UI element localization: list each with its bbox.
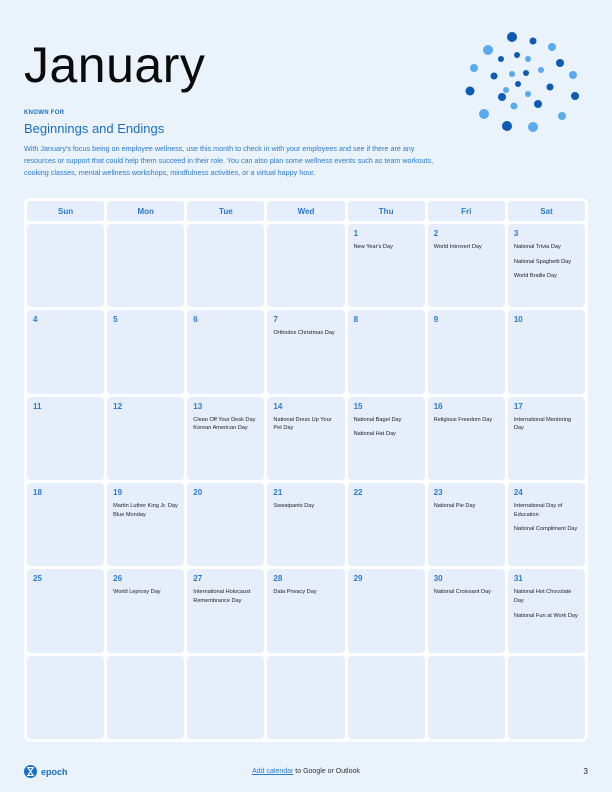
calendar-day-cell [27, 224, 104, 307]
weekday-header: Mon [107, 201, 184, 221]
page-title: January [24, 37, 206, 93]
calendar-day-cell [27, 397, 104, 480]
calendar-grid [27, 201, 585, 739]
calendar-day-cell [187, 483, 264, 566]
day-number: 25 [33, 574, 42, 584]
calendar-day-cell [508, 569, 585, 652]
holiday-event: World Introvert Day [433, 244, 482, 250]
day-number: 13 [193, 401, 203, 411]
holiday-event: National Hat Day [353, 431, 396, 438]
calendar-day-cell [27, 656, 104, 739]
calendar-day-cell [187, 310, 264, 393]
day-number: 20 [193, 488, 203, 497]
day-number: 18 [33, 488, 42, 497]
holiday-event: International Mentoring Day [513, 416, 572, 432]
calendar-day-cell [428, 397, 505, 480]
calendar-day-cell [348, 224, 425, 307]
day-number: 30 [433, 574, 443, 584]
day-number: 12 [113, 401, 123, 411]
calendar-day-cell [267, 397, 344, 480]
holiday-event: New Year's Day [353, 244, 393, 250]
logo-text: epoch [41, 766, 68, 777]
day-number: 21 [273, 488, 283, 497]
day-number: 7 [273, 315, 278, 325]
calendar-day-cell [107, 310, 184, 393]
day-number: 15 [353, 401, 363, 411]
month-description: With January's focus being on employee wellness, use this month to check in with your employees and see if there are any resources or support that could help them succeed in their role. You can also plan some wellness events such as team workouts, cooking classes, mental wellness workshops, mindfulness activities, or a virtual happy hour. [24, 144, 434, 177]
holiday-event: Clean Off Your Desk Day Korean American Day [193, 416, 256, 432]
calendar-day-cell [348, 310, 425, 393]
day-number: 2 [433, 229, 439, 238]
holiday-event: National Croissant Day [433, 589, 491, 596]
day-number: 6 [193, 315, 198, 325]
day-number: 11 [33, 401, 42, 411]
holiday-event: Data Privacy Day [273, 589, 317, 596]
weekday-header: Sat [508, 201, 585, 221]
calendar-day-cell [107, 397, 184, 480]
calendar-day-cell [428, 569, 505, 652]
calendar-day-cell [107, 569, 184, 652]
weekday-header: Wed [267, 201, 344, 221]
holiday-event: National Dress Up Your Pet Day [273, 416, 332, 432]
calendar-day-cell [348, 569, 425, 652]
calendar-day-cell [428, 483, 505, 566]
calendar-day-cell [267, 656, 344, 739]
decorative-dots-graphic [462, 28, 582, 138]
day-number: 27 [193, 574, 203, 584]
calendar-day-cell [508, 310, 585, 393]
calendar-day-cell [428, 224, 505, 307]
calendar-day-cell [27, 569, 104, 652]
holiday-event: Sweatpants Day [273, 503, 315, 509]
holiday-event: National Fun at Work Day [513, 612, 578, 619]
calendar-day-cell [508, 483, 585, 566]
calendar-day-cell [348, 656, 425, 739]
calendar-day-cell [508, 397, 585, 480]
calendar-day-cell [107, 483, 184, 566]
day-number: 31 [513, 574, 523, 584]
calendar-day-cell [348, 483, 425, 566]
day-number: 9 [433, 315, 439, 325]
calendar-day-cell [267, 569, 344, 652]
day-number: 22 [353, 488, 363, 497]
holiday-event: National Compliment Day [513, 526, 578, 533]
calendar-day-cell [187, 656, 264, 739]
day-number: 19 [113, 488, 123, 497]
weekday-header: Tue [187, 201, 264, 221]
calendar-day-cell [187, 569, 264, 652]
calendar-day-cell [27, 310, 104, 393]
calendar-day-cell [508, 224, 585, 307]
page-number: 3 [583, 767, 588, 776]
day-number: 26 [113, 574, 123, 584]
day-number: 17 [513, 401, 523, 411]
holiday-event: Orthodox Christmas Day [273, 330, 335, 337]
holiday-event: National Hot Chocolate Day [513, 589, 572, 604]
calendar-day-cell [508, 656, 585, 739]
holiday-event: Martin Luther King Jr. Day Blue Monday [113, 503, 178, 518]
day-number: 28 [273, 574, 283, 584]
calendar-day-cell [267, 224, 344, 307]
holiday-event: National Spaghetti Day [513, 258, 572, 265]
add-calendar-link[interactable]: Add calendar [252, 768, 294, 775]
calendar-day-cell [428, 310, 505, 393]
calendar-day-cell [107, 224, 184, 307]
add-calendar-suffix: to Google or Outlook [293, 768, 360, 775]
calendar-day-cell [267, 310, 344, 393]
weekday-header: Fri [428, 201, 505, 221]
holiday-event: World Braille Day [513, 273, 557, 280]
monthly-calendar [24, 198, 588, 742]
calendar-day-cell [27, 483, 104, 566]
day-number: 10 [513, 315, 523, 325]
day-number: 4 [33, 315, 38, 325]
holiday-event: Religious Freedom Day [433, 416, 493, 423]
day-number: 8 [353, 315, 359, 325]
day-number: 29 [353, 574, 363, 584]
theme-subtitle: Beginnings and Endings [24, 121, 165, 136]
day-number: 16 [433, 401, 443, 411]
calendar-day-cell [107, 656, 184, 739]
calendar-day-cell [348, 397, 425, 480]
weekday-header: Sun [27, 201, 104, 221]
calendar-day-cell [187, 224, 264, 307]
calendar-day-cell [267, 483, 344, 566]
day-number: 1 [353, 229, 359, 238]
holiday-event: National Pie Day [433, 503, 476, 509]
holiday-event: International Day of Education [513, 503, 563, 518]
holiday-event: International Holocaust Remembrance Day [193, 589, 251, 604]
day-number: 14 [273, 401, 283, 411]
holiday-event: World Leprosy Day [113, 589, 161, 596]
calendar-day-cell [187, 397, 264, 480]
calendar-day-cell [428, 656, 505, 739]
day-number: 3 [513, 229, 519, 238]
add-calendar-note [0, 768, 612, 775]
day-number: 23 [433, 488, 443, 497]
weekday-header: Thu [348, 201, 425, 221]
day-number: 24 [513, 488, 523, 497]
known-for-label: KNOWN FOR [24, 110, 65, 116]
day-number: 5 [113, 315, 118, 325]
holiday-event: National Trivia Day [513, 244, 561, 250]
holiday-event: National Bagel Day [353, 416, 402, 423]
